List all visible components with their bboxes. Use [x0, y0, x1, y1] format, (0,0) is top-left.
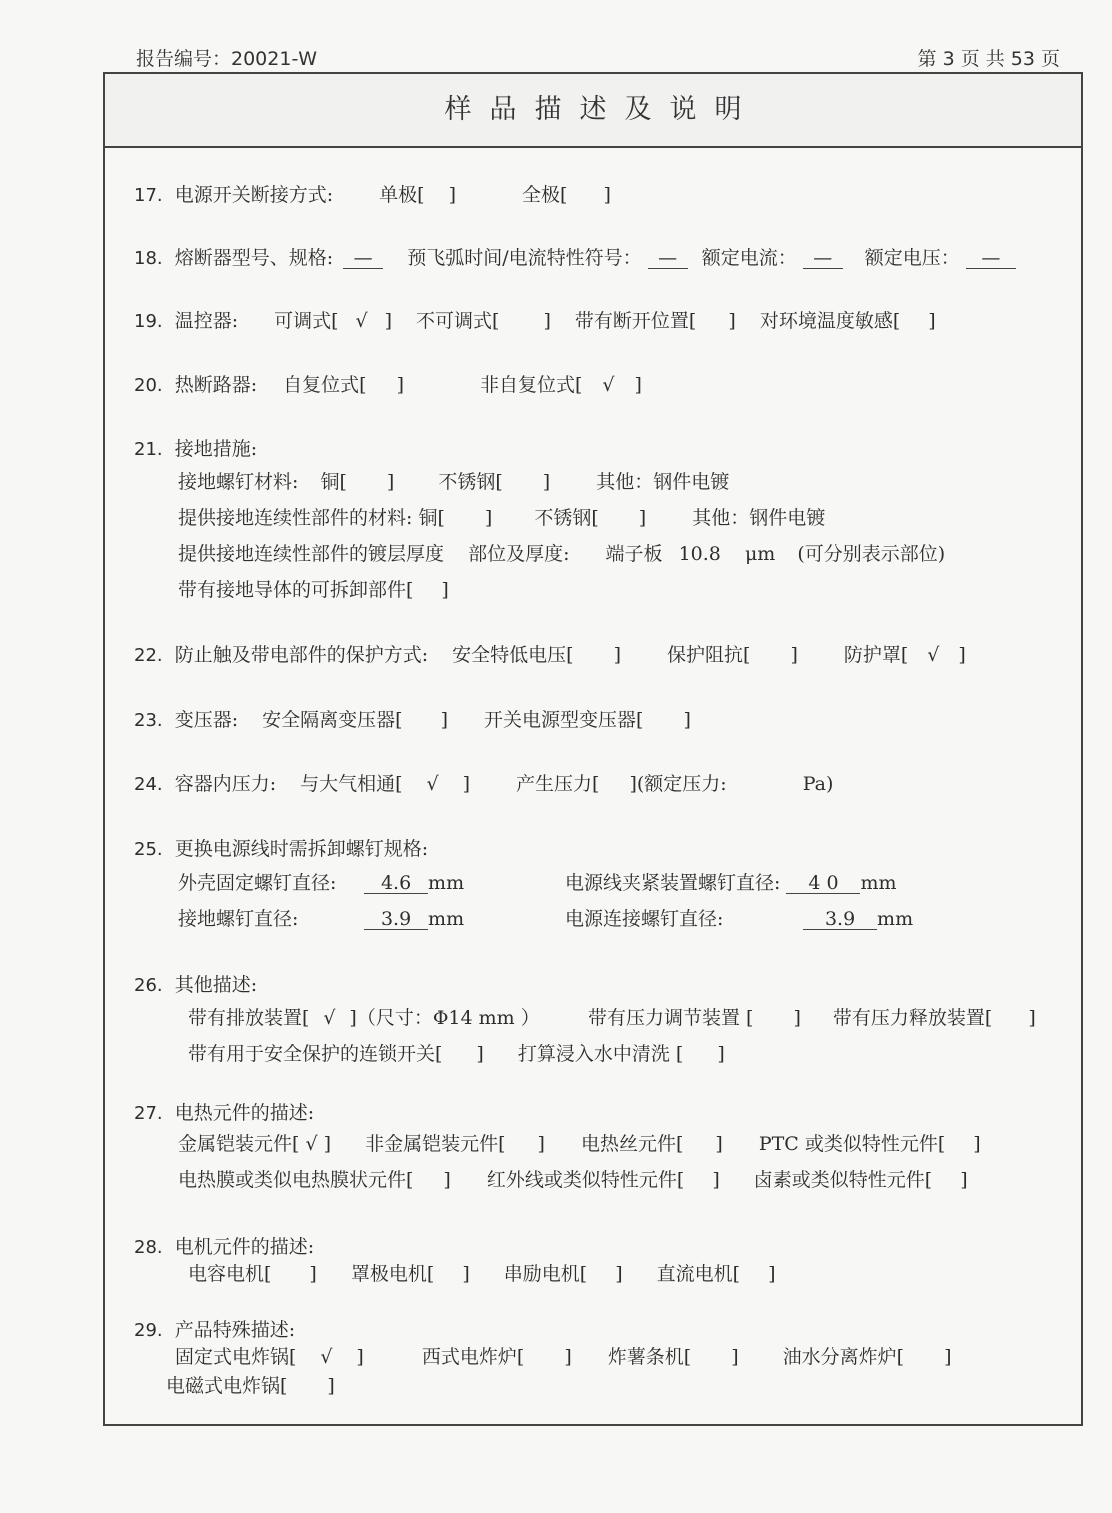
checkmark: √ [320, 1346, 333, 1368]
item-17: 17. 电源开关断接方式: 单极[ ] 全极[ ] [134, 184, 611, 206]
checkmark: √ [355, 310, 368, 332]
checkmark: √ [602, 374, 615, 396]
item-25-line1: 外壳固定螺钉直径: 4.6 mm [178, 872, 465, 894]
item-23: 23. 变压器: 安全隔离变压器[ ] 开关电源型变压器[ ] [134, 709, 691, 731]
item-29-line2: 电磁式电炸锅[ ] [166, 1375, 335, 1397]
item-28-line1: 电容电机[ ] 罩极电机[ ] 串励电机[ ] 直流电机[ ] [188, 1263, 776, 1285]
checkmark: √ [927, 644, 940, 666]
item-18: 18. 熔断器型号、规格: — 预飞弧时间/电流特性符号： — 额定电流： — 额定电压： — [134, 243, 1016, 270]
title-bar [105, 74, 1081, 148]
form-frame [103, 72, 1083, 1426]
item-25-line2-right: 电源连接螺钉直径: 3.9 mm [565, 908, 914, 930]
page-title: 样品描述及说明 [444, 94, 760, 125]
item-24: 24. 容器内压力: 与大气相通[ √ ] 产生压力[ ](额定压力: Pa) [134, 773, 834, 795]
item-29-line1: 固定式电炸锅[ √ ] 西式电炸炉[ ] 炸薯条机[ ] 油水分离炸炉[ ] [175, 1346, 952, 1368]
item-27-line2: 电热膜或类似电热膜状元件[ ] 红外线或类似特性元件[ ] 卤素或类似特性元件[ ] [178, 1169, 968, 1191]
item-28: 28. 电机元件的描述: [134, 1236, 315, 1258]
item-20: 20. 热断路器: 自复位式[ ] 非自复位式[ √ ] [134, 374, 642, 396]
item-25-line1-right: 电源线夹紧装置螺钉直径: 4 0 mm [565, 872, 897, 894]
item-26-line2: 带有用于安全保护的连锁开关[ ] 打算浸入水中清洗 [ ] [188, 1043, 725, 1065]
report-number: 报告编号：20021-W [136, 48, 318, 70]
item-21-line1: 接地螺钉材料: 铜[ ] 不锈钢[ ] 其他：钢件电镀 [178, 471, 730, 493]
item-21-line2: 提供接地连续性部件的材料: 铜[ ] 不锈钢[ ] 其他：钢件电镀 [178, 507, 826, 529]
item-19: 19. 温控器: 可调式[ √ ] 不可调式[ ] 带有断开位置[ ] 对环境温度敏感[ ] [134, 310, 936, 332]
item-25: 25. 更换电源线时需拆卸螺钉规格: [134, 838, 429, 860]
item-21: 21. 接地措施: [134, 438, 258, 460]
checkmark: √ [323, 1007, 336, 1029]
item-29: 29. 产品特殊描述: [134, 1319, 296, 1341]
item-21-line3: 提供接地连续性部件的镀层厚度 部位及厚度: 端子板 10.8 μm (可分别表示部位) [178, 543, 946, 565]
item-25-line2: 接地螺钉直径: 3.9 mm [178, 908, 465, 930]
item-26: 26. 其他描述: [134, 974, 258, 996]
item-22: 22. 防止触及带电部件的保护方式: 安全特低电压[ ] 保护阻抗[ ] 防护罩[ √ ] [134, 644, 966, 666]
page-number: 第 3 页 共 53 页 [917, 48, 1060, 70]
item-26-line1-right: 带有压力调节装置 [ ] 带有压力释放装置[ ] [588, 1007, 1036, 1029]
item-26-line1: 带有排放装置[ √ ]（尺寸：Φ14 mm ） [188, 1007, 540, 1029]
checkmark: √ [426, 773, 439, 795]
item-27-line1: 金属铠装元件[ √ ] 非金属铠装元件[ ] 电热丝元件[ ] PTC 或类似特性元件[ ] [178, 1133, 981, 1155]
item-21-line4: 带有接地导体的可拆卸部件[ ] [178, 579, 449, 601]
item-27: 27. 电热元件的描述: [134, 1102, 315, 1124]
